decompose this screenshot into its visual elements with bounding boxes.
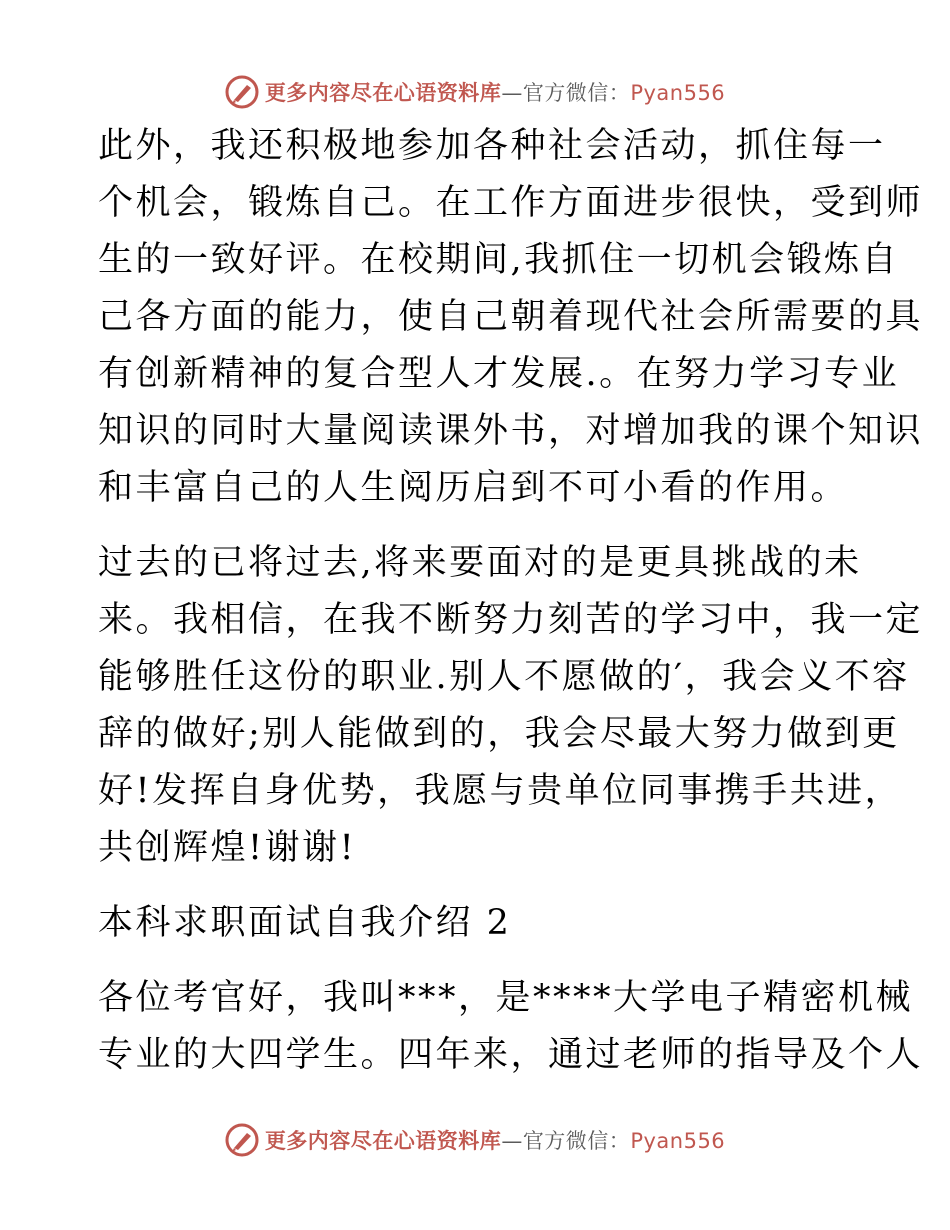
paragraph-2 [98,535,924,877]
text-line: 专业的大四学生。四年来，通过老师的指导及个人 [98,1035,924,1075]
watermark-banner-bottom [0,1120,950,1160]
text-line: 来。我相信，在我不断努力刻苦的学习中，我一定 [98,600,924,640]
text-line: 和丰富自己的人生阅历启到不可小看的作用。 [98,468,849,508]
section-heading: 本科求职面试自我介绍 2 [98,903,512,943]
text-line: 生的一致好评。在校期间,我抓住一切机会锻炼自 [98,240,900,280]
pen-logo-icon [225,75,259,109]
text-line: 共创辉煌!谢谢! [98,828,357,868]
text-line: 有创新精神的复合型人才发展.。在努力学习专业 [98,354,900,394]
watermark-main-text: 更多内容尽在心语资料库 [264,1129,502,1153]
paragraph-3 [98,970,924,1084]
text-line: 各位考官好，我叫***，是****大学电子精密机械 [98,978,914,1018]
text-line: 知识的同时大量阅读课外书，对增加我的课个知识 [98,411,924,451]
text-line: 此外，我还积极地参加各种社会活动，抓住每一 [98,126,886,166]
text-line: 个机会，锻炼自己。在工作方面进步很快，受到师 [98,183,924,223]
watermark-main-text: 更多内容尽在心语资料库 [264,81,502,105]
watermark-sub-text: —官方微信： [501,81,631,105]
watermark-sub-text: —官方微信： [501,1129,631,1153]
text-line: 过去的已将过去,将来要面对的是更具挑战的未 [98,543,862,583]
text-line: 辞的做好;别人能做到的，我会尽最大努力做到更 [98,714,900,754]
document-body [98,118,924,1102]
text-line: 己各方面的能力，使自己朝着现代社会所需要的具 [98,297,924,337]
watermark-wechat-id: Pyan556 [630,81,726,105]
watermark-wechat-id: Pyan556 [630,1129,726,1153]
watermark-banner-top [0,72,950,112]
text-line: 好!发挥自身优势，我愿与贵单位同事携手共进， [98,771,903,811]
text-line: 能够胜任这份的职业.别人不愿做的′，我会义不容 [98,657,910,697]
pen-logo-icon [225,1123,259,1157]
paragraph-1 [98,118,924,517]
